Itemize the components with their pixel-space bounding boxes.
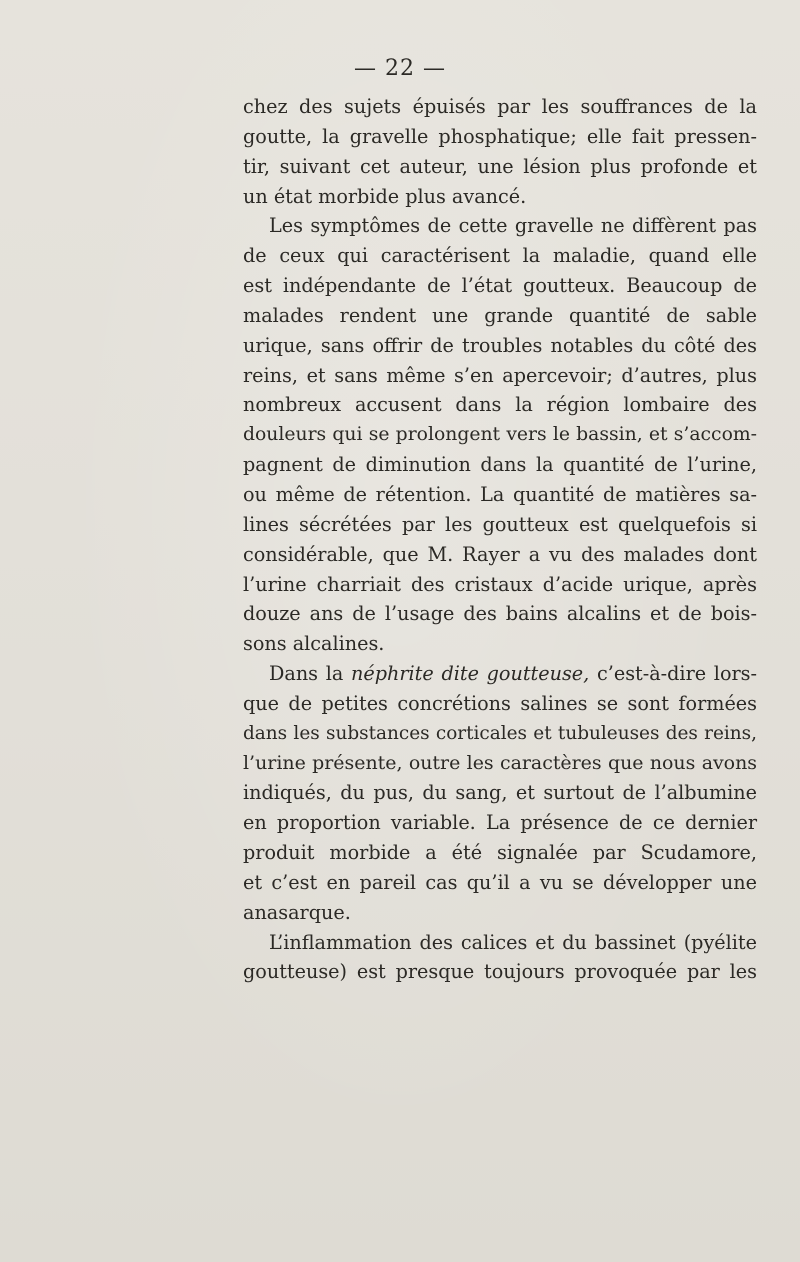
text-run: Dans la xyxy=(269,662,352,686)
text-line: l’urine charriait des cristaux d’acide urique, après xyxy=(243,572,757,596)
text-line: malades rendent une grande quantité de sable xyxy=(243,303,757,327)
paragraph-4 xyxy=(243,928,757,988)
italic-term: néphrite dite goutteuse, xyxy=(351,662,590,686)
text-line: en proportion variable. La présence de ce dernier xyxy=(243,811,757,835)
text-line: reins, et sans même s’en apercevoir; d’autres, plus xyxy=(243,363,757,387)
text-line: indiqués, du pus, du sang, et surtout de l’albumine xyxy=(243,781,757,805)
text-line: ou même de rétention. La quantité de matières sa- xyxy=(243,482,757,506)
text-line: Les symptômes de cette gravelle ne diffèrent pas xyxy=(269,214,757,238)
text-line: de ceux qui caractérisent la maladie, quand elle xyxy=(243,244,757,268)
text-line-mixed xyxy=(243,659,757,689)
text-line: sons alcalines. xyxy=(243,632,385,656)
paragraph-1 xyxy=(243,92,757,211)
text-line: lines sécrétées par les goutteux est quelquefois si xyxy=(243,512,757,536)
text-line: goutte, la gravelle phosphatique; elle fait pressen- xyxy=(243,124,757,148)
text-run: c’est-à-dire lors- xyxy=(589,662,757,686)
body-text xyxy=(243,92,757,987)
text-line: nombreux accusent dans la région lombaire des xyxy=(243,393,757,417)
text-line: douleurs qui se prolongent vers le bassin, et s’accom- xyxy=(243,424,757,446)
text-line: considérable, que M. Rayer a vu des malades dont xyxy=(243,542,757,566)
paragraph-2 xyxy=(243,211,757,659)
text-line: l’urine présente, outre les caractères que nous avons xyxy=(243,751,757,774)
text-line: L’inflammation des calices et du bassinet (pyélite xyxy=(269,930,757,954)
text-line: chez des sujets épuisés par les souffrances de la xyxy=(243,95,757,118)
text-line: tir, suivant cet auteur, une lésion plus profonde et xyxy=(243,154,757,178)
text-line: urique, sans offrir de troubles notables du côté des xyxy=(243,333,757,357)
paragraph-3 xyxy=(243,659,757,928)
text-line: produit morbide a été signalée par Scudamore, xyxy=(243,841,757,865)
text-line: dans les substances corticales et tubuleuses des reins, xyxy=(243,722,757,744)
text-line: et c’est en pareil cas qu’il a vu se développer une xyxy=(243,870,757,894)
text-line: que de petites concrétions salines se sont formées xyxy=(243,691,757,715)
text-line: anasarque. xyxy=(243,900,351,924)
text-line: est indépendante de l’état goutteux. Beaucoup de xyxy=(243,274,757,298)
text-line: un état morbide plus avancé. xyxy=(243,184,527,208)
page-number xyxy=(0,56,800,81)
text-line: pagnent de diminution dans la quantité de l’urine, xyxy=(243,453,757,477)
text-line: goutteuse) est presque toujours provoquée par les xyxy=(243,960,757,984)
page-number-text: — 22 — xyxy=(354,56,446,81)
text-line: douze ans de l’usage des bains alcalins et de bois- xyxy=(243,602,757,626)
